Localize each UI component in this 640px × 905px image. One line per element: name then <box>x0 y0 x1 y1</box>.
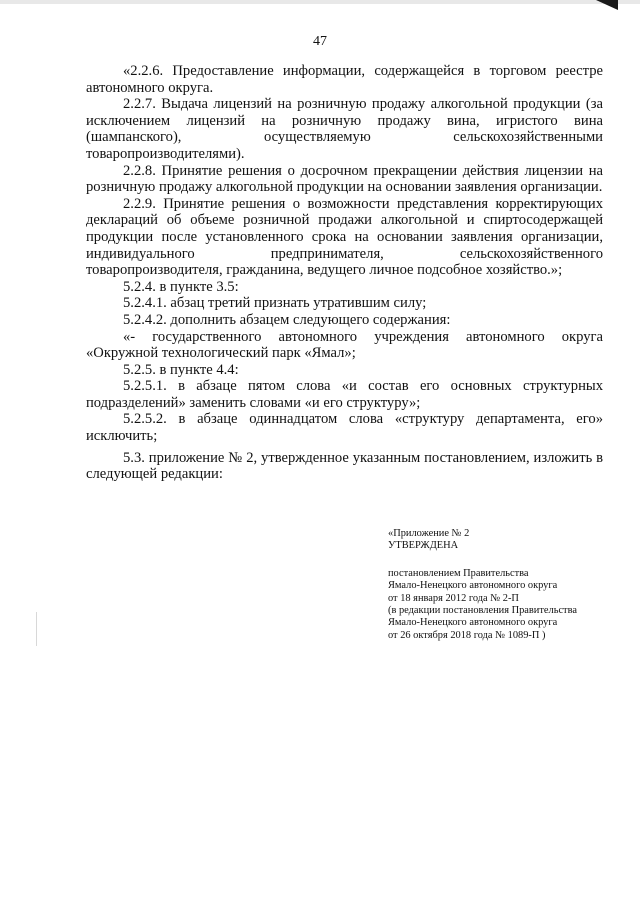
appendix-decree-line-3: от 18 января 2012 года № 2-П <box>388 592 519 604</box>
appendix-spacer <box>388 553 618 568</box>
paragraph-5-2-4: 5.2.4. в пункте 3.5: <box>123 278 239 295</box>
appendix-title: «Приложение № 2 <box>388 528 470 539</box>
paragraph-5-2-5: 5.2.5. в пункте 4.4: <box>123 361 239 378</box>
appendix-revision-line-2: Ямало-Ненецкого автономного округа <box>388 617 558 629</box>
paragraph-2-2-8: 2.2.8. Принятие решения о досрочном прекращении действия лицензии на розничную продажу алкогольной продукции на основании заявления организации. <box>86 162 603 196</box>
appendix-approved-label: УТВЕРЖДЕНА <box>388 540 459 552</box>
scan-margin-mark <box>36 612 37 646</box>
appendix-decree-line-2: Ямало-Ненецкого автономного округа <box>388 580 558 592</box>
scan-top-edge <box>0 0 640 4</box>
scan-corner-mark <box>596 0 618 10</box>
paragraph-5-2-5-2: 5.2.5.2. в абзаце одиннадцатом слова «структуру департамента, его» исключить; <box>86 411 603 445</box>
appendix-approval-note <box>388 528 618 642</box>
paragraph-quote-technopark: «- государственного автономного учреждения автономного округа «Окружной технологический парк «Ямал»; <box>86 328 603 362</box>
appendix-decree-line-1: постановлением Правительства <box>388 567 529 579</box>
paragraph-2-2-9-end: товаропроизводителя, гражданина, ведущего личное подсобное хозяйство.»; <box>86 262 563 279</box>
paragraph-2-2-7: 2.2.7. Выдача лицензий на розничную продажу алкогольной продукции (за исключением лицензий на розничную продажу вина, игристого вина (шампанского), осуществляемую сельскохозяйственными <box>86 96 603 146</box>
page-number: 47 <box>313 34 327 49</box>
paragraph-5-2-4-2: 5.2.4.2. дополнить абзацем следующего содержания: <box>123 311 451 328</box>
paragraph-2-2-9: 2.2.9. Принятие решения о возможности представления корректирующих деклараций об объеме розничной продажи алкогольной и спиртосодержащей продукции после установленного срока на основании заявления организации, индивидуального предпринимателя, сельскохозяйственного <box>86 195 603 262</box>
paragraph-2-2-6: «2.2.6. Предоставление информации, содержащейся в торговом реестре автономного округа. <box>86 63 603 96</box>
appendix-revision-line-1: (в редакции постановления Правительства <box>388 605 577 617</box>
paragraph-5-2-5-1: 5.2.5.1. в абзаце пятом слова «и состав его основных структурных подразделений» заменить словами «и его структуру»; <box>86 378 603 411</box>
appendix-revision-line-3: от 26 октября 2018 года № 1089-П ) <box>388 629 546 641</box>
paragraph-5-2-4-1: 5.2.4.1. абзац третий признать утратившим силу; <box>123 295 427 312</box>
paragraph-5-3: 5.3. приложение № 2, утвержденное указанным постановлением, изложить в следующей редакции: <box>86 449 603 483</box>
paragraph-2-2-7-end: товаропроизводителями). <box>86 145 245 162</box>
document-body <box>86 63 603 483</box>
